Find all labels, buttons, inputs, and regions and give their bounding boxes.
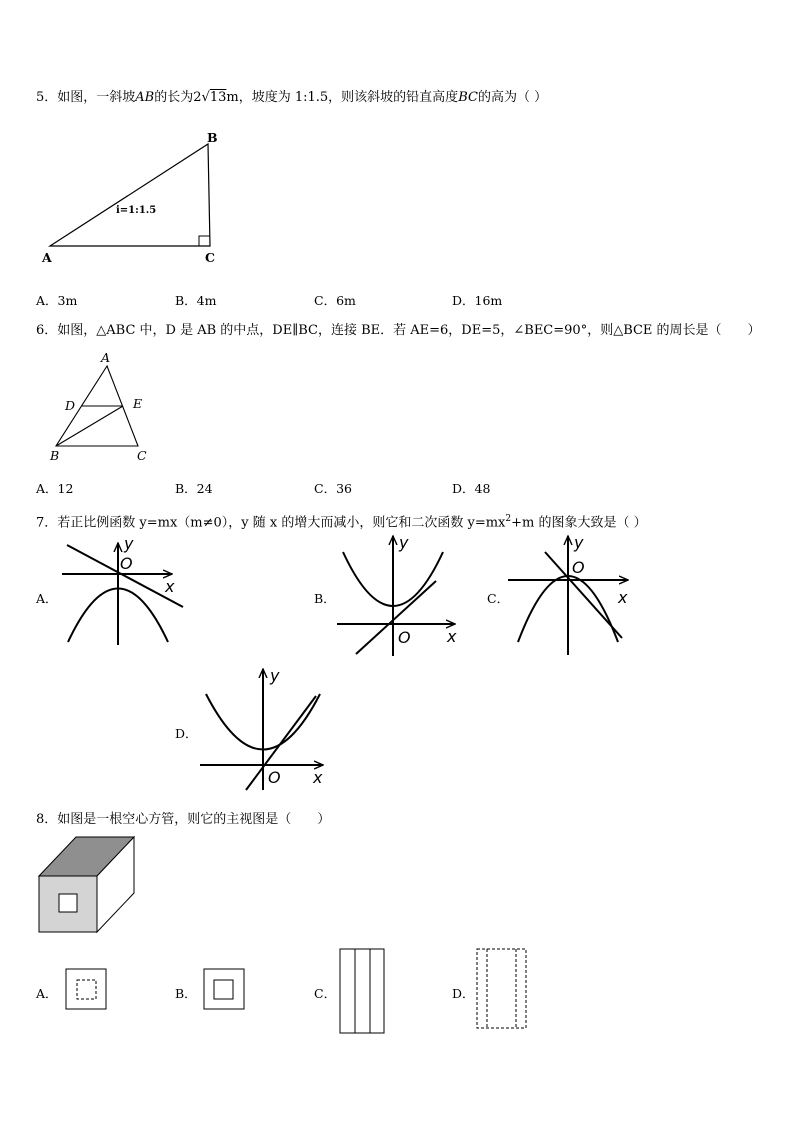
graph-d-y-label: y — [270, 666, 280, 685]
vertex-label-b-q6: B — [50, 448, 60, 463]
q6-option-a[interactable]: A．12 — [36, 481, 74, 496]
graph-d-origin-label: O — [268, 768, 281, 787]
vertex-label-a-q6: A — [101, 350, 111, 365]
q7-option-a[interactable]: A． — [36, 591, 58, 606]
slope-ratio-label: i=1:1.5 — [116, 205, 157, 216]
q5-option-b[interactable]: B．4m — [175, 293, 217, 308]
graph-b-origin-label: O — [398, 628, 411, 647]
question-5-stem: 5．如图，一斜坡AB的长为2√13m，坡度为 1:1.5，则该斜坡的铅直高度BC的高为（ ） — [36, 90, 548, 105]
q6-option-d[interactable]: D．48 — [452, 481, 491, 496]
q5-option-c[interactable]: C．6m — [314, 293, 356, 308]
q6-option-b[interactable]: B．24 — [175, 481, 213, 496]
q5-option-d[interactable]: D．16m — [452, 293, 503, 308]
q5-option-a[interactable]: A．3m — [36, 293, 78, 308]
q8-figure-b — [204, 969, 244, 1009]
q8-figure-c — [340, 949, 384, 1033]
q7-option-c[interactable]: C． — [487, 591, 510, 606]
q8-option-c[interactable]: C． — [314, 986, 337, 1001]
vertex-label-c: C — [205, 250, 215, 265]
vertex-label-b: B — [207, 130, 218, 145]
graph-a-x-label: x — [165, 577, 175, 596]
vertex-label-c-q6: C — [137, 448, 147, 463]
q7-option-b[interactable]: B． — [314, 591, 336, 606]
q8-option-d[interactable]: D． — [452, 986, 475, 1001]
graph-b-y-label: y — [399, 533, 409, 552]
question-8-stem: 8．如图是一根空心方管，则它的主视图是（ ） — [36, 812, 331, 827]
graph-c-origin-label: O — [572, 558, 585, 577]
graph-a-y-label: y — [124, 534, 134, 553]
vertex-label-d-q6: D — [65, 398, 76, 413]
question-6-stem: 6．如图，△ABC 中，D 是 AB 的中点，DE∥BC，连接 BE．若 AE=6，DE=5，∠BEC=90°，则△BCE 的周长是（ ） — [36, 323, 761, 338]
q7-option-d[interactable]: D． — [175, 726, 198, 741]
q8-option-b[interactable]: B． — [175, 986, 197, 1001]
graph-a-origin-label: O — [120, 554, 133, 573]
vertex-label-a: A — [42, 250, 52, 265]
graph-b-x-label: x — [447, 627, 457, 646]
graph-c-x-label: x — [618, 588, 628, 607]
q8-figure-d — [477, 949, 526, 1028]
q6-option-c[interactable]: C．36 — [314, 481, 352, 496]
question-7-stem: 7．若正比例函数 y=mx（m≠0），y 随 x 的增大而减小，则它和二次函数 $y=mx^2+m$ 的图象大致是（ ） — [36, 514, 647, 531]
tube-hole — [59, 894, 77, 912]
q8-figure-a — [66, 969, 106, 1009]
graph-d-x-label: x — [313, 768, 323, 787]
vertex-label-e-q6: E — [133, 396, 143, 411]
q8-option-a[interactable]: A． — [36, 986, 58, 1001]
graph-c-y-label: y — [574, 533, 584, 552]
